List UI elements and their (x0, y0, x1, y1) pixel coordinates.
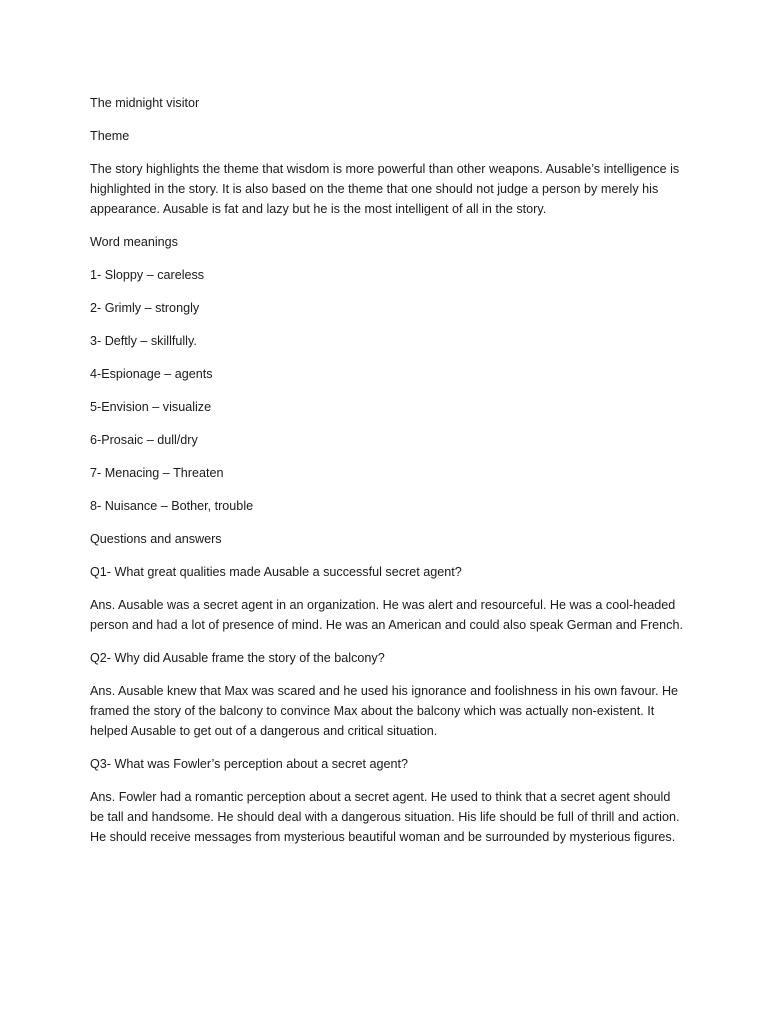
word-meaning-item: 1- Sloppy – careless (90, 268, 205, 282)
theme-heading: Theme (90, 129, 130, 143)
question-1: Q1- What great qualities made Ausable a successful secret agent? (90, 565, 462, 579)
word-meaning-item: 8- Nuisance – Bother, trouble (90, 499, 254, 513)
document-title: The midnight visitor (90, 96, 200, 110)
word-meaning-item: 3- Deftly – skillfully. (90, 334, 197, 348)
word-meaning-item: 4-Espionage – agents (90, 367, 213, 381)
word-meaning-item: 7- Menacing – Threaten (90, 466, 224, 480)
question-2: Q2- Why did Ausable frame the story of the balcony? (90, 651, 385, 665)
qa-heading: Questions and answers (90, 532, 222, 546)
document-body (90, 93, 686, 860)
answer-2: Ans. Ausable knew that Max was scared and he used his ignorance and foolishness in his own favour. He framed the story of the balcony to convince Max about the balcony which was actually non-existent. It helped Ausable to get out of a dangerous and critical situation. (90, 684, 679, 738)
answer-1: Ans. Ausable was a secret agent in an organization. He was alert and resourceful. He was a cool-headed person and had a lot of presence of mind. He was an American and could also speak German and French. (90, 598, 683, 632)
question-3: Q3- What was Fowler’s perception about a secret agent? (90, 757, 409, 771)
theme-paragraph: The story highlights the theme that wisdom is more powerful than other weapons. Ausable’s intelligence is highlighted in the story. It is also based on the theme that one should not judge a person by merely his appearance. Ausable is fat and lazy but he is the most intelligent of all in the story. (90, 162, 680, 216)
word-meanings-heading: Word meanings (90, 235, 178, 249)
word-meaning-item: 2- Grimly – strongly (90, 301, 200, 315)
word-meaning-item: 5-Envision – visualize (90, 400, 212, 414)
word-meaning-item: 6-Prosaic – dull/dry (90, 433, 198, 447)
answer-3: Ans. Fowler had a romantic perception about a secret agent. He used to think that a secret agent should be tall and handsome. He should deal with a dangerous situation. His life should be full of thrill and action. He should receive messages from mysterious beautiful woman and be surrounded by mysterious figures. (90, 790, 680, 844)
